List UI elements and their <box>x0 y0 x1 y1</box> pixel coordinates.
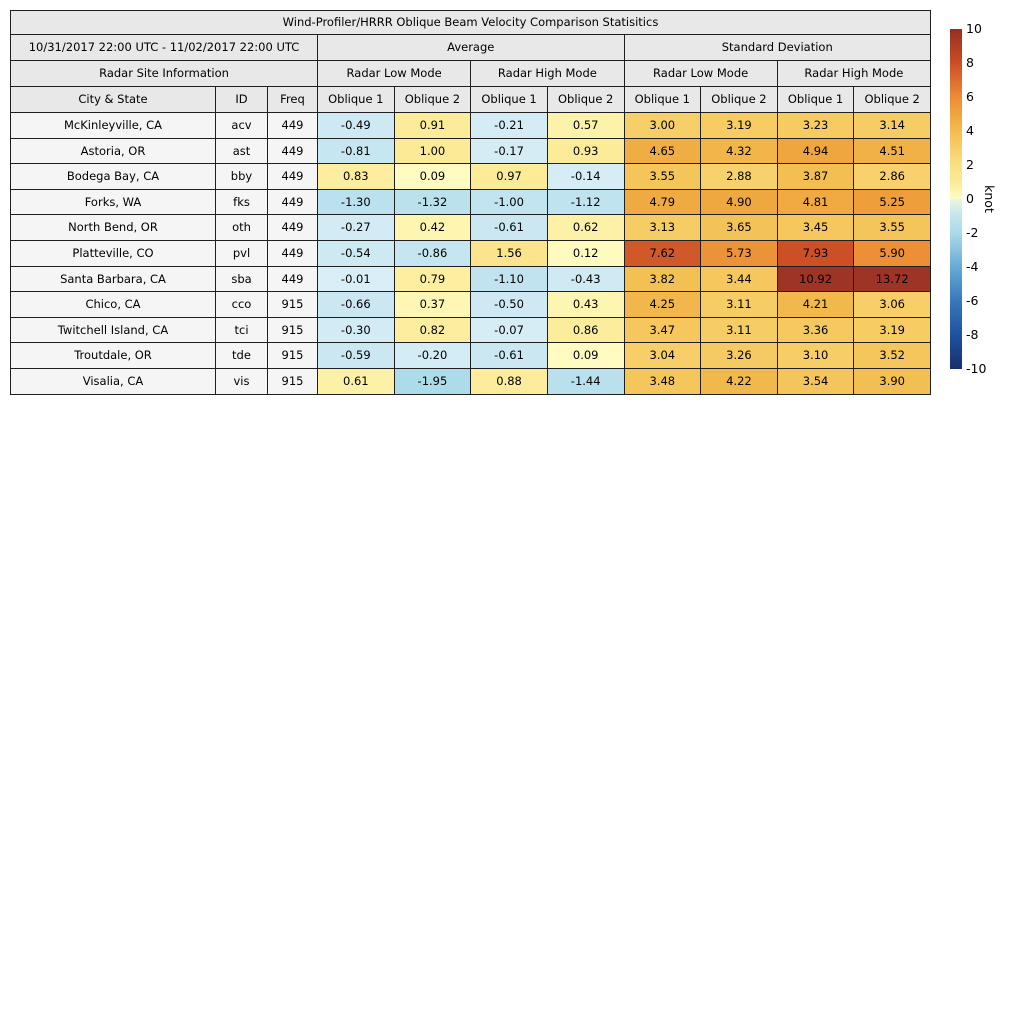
stat-cell: 3.06 <box>854 292 931 318</box>
colorbar-tick: -6 <box>966 293 979 308</box>
colorbar-tick: 6 <box>966 89 974 104</box>
city-cell: Troutdale, OR <box>11 343 216 369</box>
stat-cell: 3.47 <box>624 317 701 343</box>
city-cell: Forks, WA <box>11 189 216 215</box>
stat-cell: -1.00 <box>471 189 548 215</box>
id-cell: cco <box>216 292 268 318</box>
column-header-oblique2: Oblique 2 <box>854 87 931 113</box>
stat-cell: 4.51 <box>854 138 931 164</box>
stat-cell: 4.32 <box>701 138 778 164</box>
stat-cell: 3.44 <box>701 266 778 292</box>
column-header-city: City & State <box>11 87 216 113</box>
stat-cell: 0.37 <box>394 292 471 318</box>
stat-cell: 1.00 <box>394 138 471 164</box>
stat-cell: 3.11 <box>701 292 778 318</box>
stat-cell: 4.90 <box>701 189 778 215</box>
stat-cell: -0.01 <box>318 266 395 292</box>
stat-cell: 3.48 <box>624 368 701 394</box>
colorbar <box>950 29 962 369</box>
id-cell: oth <box>216 215 268 241</box>
stat-cell: -0.43 <box>547 266 624 292</box>
freq-cell: 915 <box>268 343 318 369</box>
stat-cell: 0.97 <box>471 164 548 190</box>
freq-cell: 915 <box>268 292 318 318</box>
id-cell: sba <box>216 266 268 292</box>
stats-table-wrapper <box>10 10 931 395</box>
freq-cell: 449 <box>268 138 318 164</box>
mode-header-row <box>11 61 931 87</box>
column-header-oblique2: Oblique 2 <box>547 87 624 113</box>
stat-cell: -0.14 <box>547 164 624 190</box>
table-row <box>11 317 931 343</box>
stat-cell: 4.22 <box>701 368 778 394</box>
stat-cell: 0.57 <box>547 113 624 139</box>
stat-cell: 0.61 <box>318 368 395 394</box>
colorbar-tick: 8 <box>966 55 974 70</box>
stat-cell: 7.93 <box>777 240 854 266</box>
stat-cell: -0.21 <box>471 113 548 139</box>
colorbar-tick: -8 <box>966 327 979 342</box>
stat-cell: 0.79 <box>394 266 471 292</box>
column-header-id: ID <box>216 87 268 113</box>
stat-cell: 3.19 <box>701 113 778 139</box>
stat-cell: 0.91 <box>394 113 471 139</box>
id-cell: acv <box>216 113 268 139</box>
city-cell: Visalia, CA <box>11 368 216 394</box>
stat-cell: -0.27 <box>318 215 395 241</box>
stat-cell: -0.61 <box>471 215 548 241</box>
stat-cell: 4.94 <box>777 138 854 164</box>
stat-cell: 3.45 <box>777 215 854 241</box>
stat-cell: -1.95 <box>394 368 471 394</box>
stat-cell: 3.82 <box>624 266 701 292</box>
stat-cell: 0.09 <box>394 164 471 190</box>
stat-cell: 3.52 <box>854 343 931 369</box>
stat-cell: 0.09 <box>547 343 624 369</box>
stat-cell: 4.81 <box>777 189 854 215</box>
freq-cell: 449 <box>268 113 318 139</box>
stat-cell: -1.12 <box>547 189 624 215</box>
freq-cell: 449 <box>268 164 318 190</box>
stat-cell: 2.86 <box>854 164 931 190</box>
stat-cell: -1.44 <box>547 368 624 394</box>
id-cell: vis <box>216 368 268 394</box>
stat-cell: 5.25 <box>854 189 931 215</box>
stat-cell: 3.19 <box>854 317 931 343</box>
column-header-oblique1: Oblique 1 <box>777 87 854 113</box>
stat-cell: -0.59 <box>318 343 395 369</box>
city-cell: Astoria, OR <box>11 138 216 164</box>
stat-cell: -0.50 <box>471 292 548 318</box>
stat-cell: 4.79 <box>624 189 701 215</box>
stat-cell: 3.87 <box>777 164 854 190</box>
table-row <box>11 189 931 215</box>
stat-cell: -0.81 <box>318 138 395 164</box>
city-cell: Chico, CA <box>11 292 216 318</box>
stat-cell: -0.86 <box>394 240 471 266</box>
stat-cell: 0.43 <box>547 292 624 318</box>
city-cell: McKinleyville, CA <box>11 113 216 139</box>
mode-header-std-high: Radar High Mode <box>777 61 930 87</box>
city-cell: North Bend, OR <box>11 215 216 241</box>
stat-cell: 3.04 <box>624 343 701 369</box>
freq-cell: 449 <box>268 266 318 292</box>
radar-site-info-header: Radar Site Information <box>11 61 318 87</box>
stat-cell: 3.00 <box>624 113 701 139</box>
stat-cell: -0.20 <box>394 343 471 369</box>
colorbar-tick: -2 <box>966 225 979 240</box>
table-row <box>11 266 931 292</box>
id-cell: pvl <box>216 240 268 266</box>
city-cell: Santa Barbara, CA <box>11 266 216 292</box>
freq-cell: 915 <box>268 317 318 343</box>
mode-header-std-low: Radar Low Mode <box>624 61 777 87</box>
table-row <box>11 343 931 369</box>
stat-cell: -0.30 <box>318 317 395 343</box>
stat-cell: 0.62 <box>547 215 624 241</box>
stat-cell: 7.62 <box>624 240 701 266</box>
stat-cell: 5.90 <box>854 240 931 266</box>
stat-cell: -1.10 <box>471 266 548 292</box>
column-header-row <box>11 87 931 113</box>
stat-cell: 0.86 <box>547 317 624 343</box>
column-header-oblique2: Oblique 2 <box>701 87 778 113</box>
stat-cell: 3.14 <box>854 113 931 139</box>
city-cell: Twitchell Island, CA <box>11 317 216 343</box>
stat-cell: 2.88 <box>701 164 778 190</box>
colorbar-tick: 4 <box>966 123 974 138</box>
stat-cell: 0.83 <box>318 164 395 190</box>
id-cell: tci <box>216 317 268 343</box>
stat-cell: 3.23 <box>777 113 854 139</box>
colorbar-tick: -10 <box>966 361 987 376</box>
id-cell: ast <box>216 138 268 164</box>
stats-table <box>10 10 931 395</box>
column-header-freq: Freq <box>268 87 318 113</box>
figure-title: Wind-Profiler/HRRR Oblique Beam Velocity Comparison Statisitics <box>11 11 931 35</box>
colorbar-tick: 0 <box>966 191 974 206</box>
stat-cell: 3.65 <box>701 215 778 241</box>
stat-cell: 0.12 <box>547 240 624 266</box>
stat-cell: 13.72 <box>854 266 931 292</box>
stat-cell: 3.55 <box>854 215 931 241</box>
table-row <box>11 113 931 139</box>
stat-cell: -0.17 <box>471 138 548 164</box>
column-header-oblique1: Oblique 1 <box>624 87 701 113</box>
table-row <box>11 292 931 318</box>
title-row <box>11 11 931 35</box>
stat-cell: 3.54 <box>777 368 854 394</box>
stat-cell: 3.55 <box>624 164 701 190</box>
colorbar-unit-label: knot <box>982 185 997 213</box>
table-row <box>11 368 931 394</box>
stat-cell: 4.25 <box>624 292 701 318</box>
stat-cell: 0.93 <box>547 138 624 164</box>
stat-cell: 3.90 <box>854 368 931 394</box>
stat-cell: 3.36 <box>777 317 854 343</box>
id-cell: tde <box>216 343 268 369</box>
colorbar-tick: 2 <box>966 157 974 172</box>
table-row <box>11 215 931 241</box>
stat-cell: -0.49 <box>318 113 395 139</box>
period-cell: 10/31/2017 22:00 UTC - 11/02/2017 22:00 UTC <box>11 35 318 61</box>
city-cell: Platteville, CO <box>11 240 216 266</box>
group-header-row <box>11 35 931 61</box>
table-row <box>11 138 931 164</box>
column-header-oblique2: Oblique 2 <box>394 87 471 113</box>
stat-cell: 3.11 <box>701 317 778 343</box>
colorbar-tick: -4 <box>966 259 979 274</box>
stat-cell: -0.66 <box>318 292 395 318</box>
stat-cell: -0.07 <box>471 317 548 343</box>
stat-cell: -1.30 <box>318 189 395 215</box>
stat-cell: -0.61 <box>471 343 548 369</box>
mode-header-avg-low: Radar Low Mode <box>318 61 471 87</box>
column-header-oblique1: Oblique 1 <box>471 87 548 113</box>
std-deviation-group-header: Standard Deviation <box>624 35 931 61</box>
stat-cell: 4.65 <box>624 138 701 164</box>
table-row <box>11 164 931 190</box>
column-header-oblique1: Oblique 1 <box>318 87 395 113</box>
stat-cell: -0.54 <box>318 240 395 266</box>
stat-cell: 1.56 <box>471 240 548 266</box>
stat-cell: 0.82 <box>394 317 471 343</box>
stat-cell: 0.42 <box>394 215 471 241</box>
freq-cell: 915 <box>268 368 318 394</box>
freq-cell: 449 <box>268 189 318 215</box>
stat-cell: 10.92 <box>777 266 854 292</box>
stat-cell: 0.88 <box>471 368 548 394</box>
stat-cell: 3.10 <box>777 343 854 369</box>
freq-cell: 449 <box>268 240 318 266</box>
stat-cell: 5.73 <box>701 240 778 266</box>
city-cell: Bodega Bay, CA <box>11 164 216 190</box>
stat-cell: 3.13 <box>624 215 701 241</box>
average-group-header: Average <box>318 35 625 61</box>
freq-cell: 449 <box>268 215 318 241</box>
stat-cell: -1.32 <box>394 189 471 215</box>
stat-cell: 4.21 <box>777 292 854 318</box>
colorbar-tick: 10 <box>966 21 982 36</box>
mode-header-avg-high: Radar High Mode <box>471 61 624 87</box>
id-cell: bby <box>216 164 268 190</box>
stat-cell: 3.26 <box>701 343 778 369</box>
id-cell: fks <box>216 189 268 215</box>
table-row <box>11 240 931 266</box>
